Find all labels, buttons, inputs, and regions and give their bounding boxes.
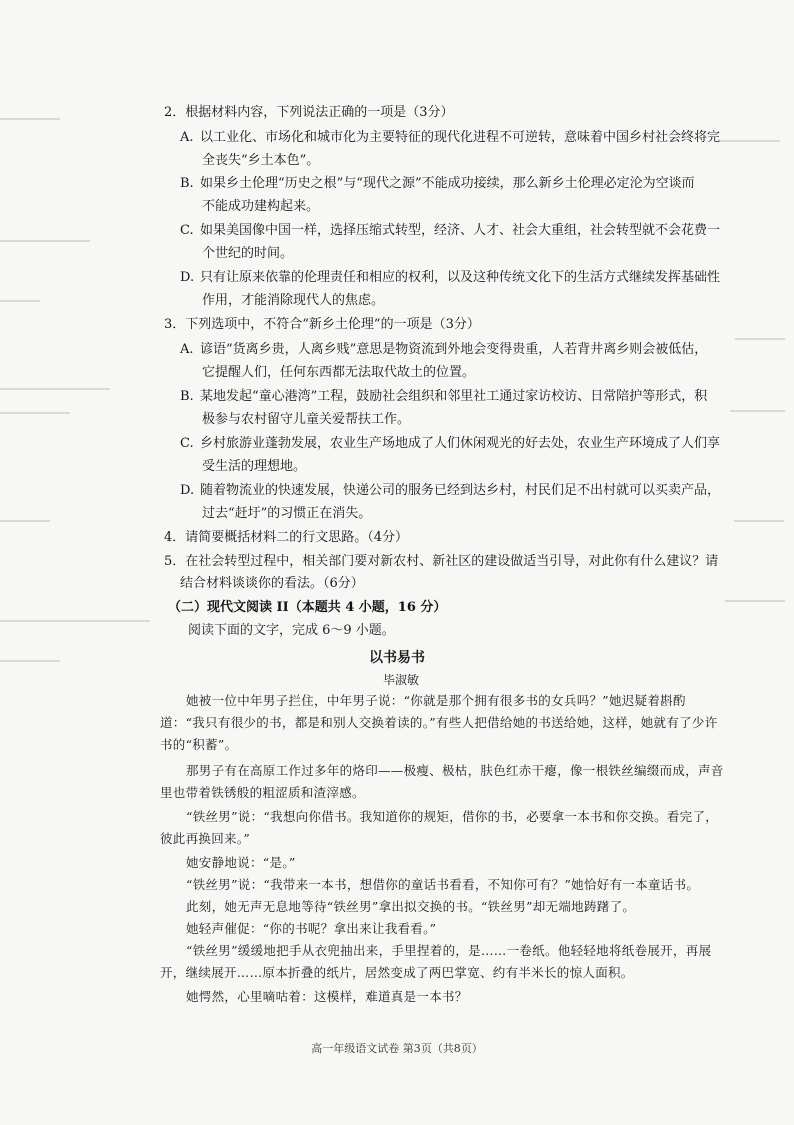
- story-paragraph-3: “铁丝男”说：“我想向你借书。我知道你的规矩，借你的书，必要拿一本书和你交换。看完了，彼此再换回来。”: [160, 809, 719, 846]
- story-title: 以书易书: [369, 650, 425, 666]
- option-text-line1: 如果乡土伦理“历史之根”与“现代之源”不能成功接续，那么新乡土伦理必定沦为空谈而: [200, 176, 695, 191]
- option-letter: B.: [180, 389, 194, 404]
- option-text-line2: 过去“赶圩”的习惯正在消失。: [202, 506, 372, 521]
- section-2-instruction: 阅读下面的文字，完成 6～9 小题。: [188, 623, 395, 638]
- story-paragraph-9: 她愕然，心里嘀咕着：这模样，难道真是一本书？: [186, 989, 468, 1004]
- option-text-line2: 极参与农村留守儿童关爱帮扶工作。: [202, 412, 411, 427]
- option-text-line2: 作用，才能消除现代人的焦虑。: [202, 293, 385, 308]
- story-paragraph-1: 她被一位中年男子拦住，中年男子说：“你就是那个拥有很多书的女兵吗？”她迟疑着斟酌道：“我只有很少的书，都是和别人交换着读的。”有些人把借给她的书送给她，这样，她就有了少许书的“积蓄”。: [160, 693, 718, 752]
- option-letter: D.: [180, 270, 195, 285]
- story-paragraph-4: 她安静地说：“是。”: [186, 855, 296, 870]
- option-text-line1: 谚语“货离乡贵，人离乡贱”意思是物资流到外地会变得贵重，人若背井离乡则会被低估，: [200, 342, 708, 357]
- question-2-stem: 2．根据材料内容，下列说法正确的一项是（3分）: [164, 105, 454, 120]
- question-3-stem: 3．下列选项中，不符合“新乡土伦理”的一项是（3分）: [164, 317, 480, 332]
- story-author: 毕淑敏: [382, 673, 419, 687]
- story-paragraph-6: 此刻，她无声无息地等待“铁丝男”拿出拟交换的书。“铁丝男”却无端地踌躇了。: [186, 899, 636, 914]
- q2-option-b: [180, 172, 720, 218]
- question-5-line2: 结合材料谈谈你的看法。（6分）: [180, 576, 364, 591]
- option-letter: D.: [180, 483, 195, 498]
- option-text-line2: 不能成功建构起来。: [202, 199, 320, 214]
- story-paragraph-7: 她轻声催促：“你的书呢？拿出来让我看看。”: [186, 921, 437, 936]
- story-paragraph-5: “铁丝男”说：“我带来一本书，想借你的童话书看看，不知你可有？”她恰好有一本童话书。: [186, 877, 700, 892]
- option-text-line1: 随着物流业的快速发展，快递公司的服务已经到达乡村，村民们足不出村就可以买卖产品，: [200, 483, 721, 498]
- option-text-line1: 如果美国像中国一样，选择压缩式转型，经济、人才、社会大重组，社会转型就不会花费一: [200, 223, 721, 238]
- option-text-line2: 全丧失“乡土本色”。: [202, 153, 320, 168]
- q3-option-d: [180, 479, 720, 525]
- q2-option-a: [180, 126, 720, 172]
- question-4: 4．请简要概括材料二的行文思路。（4分）: [164, 530, 409, 545]
- option-text-line2: 受生活的理想地。: [202, 459, 307, 474]
- page-footer: 高一年级语文试卷 第3页（共8页）: [311, 1042, 483, 1055]
- option-text-line1: 乡村旅游业蓬勃发展，农业生产场地成了人们休闲观光的好去处，农业生产环境成了人们享: [200, 436, 721, 451]
- section-2-title: （二）现代文阅读 II（本题共 4 小题，16 分）: [168, 600, 447, 615]
- question-5-line1: 5．在社会转型过程中，相关部门要对新农村、新社区的建设做适当引导，对此你有什么建议？请: [164, 554, 719, 569]
- option-letter: C.: [180, 436, 194, 451]
- q2-option-d: [180, 266, 720, 312]
- q3-option-b: [180, 385, 720, 431]
- option-text-line1: 某地发起“童心港湾”工程，鼓励社会组织和邻里社工通过家访校访、日常陪护等形式，积: [200, 389, 708, 404]
- option-text-line1: 只有让原来依靠的伦理责任和相应的权利，以及这种传统文化下的生活方式继续发挥基础性: [200, 270, 721, 285]
- option-letter: C.: [180, 223, 194, 238]
- option-letter: A.: [180, 342, 194, 357]
- option-letter: A.: [180, 130, 194, 145]
- story-paragraph-8: “铁丝男”缓缓地把手从衣兜抽出来，手里捏着的，是……一卷纸。他轻轻地将纸卷展开，再展开，继续展开……原本折叠的纸片，居然变成了两巴掌宽、约有半米长的惊人面积。: [160, 943, 712, 980]
- q3-option-a: [180, 338, 720, 384]
- q3-option-c: [180, 432, 720, 478]
- q2-option-c: [180, 219, 720, 265]
- story-paragraph-2: 那男子有在高原工作过多年的烙印——极瘦、极枯，肤色红赤干瘪，像一根铁丝编缀而成，声音里也带着铁锈般的粗涩质和渣滓感。: [160, 763, 724, 800]
- option-text-line1: 以工业化、市场化和城市化为主要特征的现代化进程不可逆转，意味着中国乡村社会终将完: [200, 130, 721, 145]
- option-letter: B.: [180, 176, 194, 191]
- option-text-line2: 个世纪的时间。: [202, 246, 294, 261]
- option-text-line2: 它提醒人们，任何东西都无法取代故土的位置。: [202, 365, 476, 380]
